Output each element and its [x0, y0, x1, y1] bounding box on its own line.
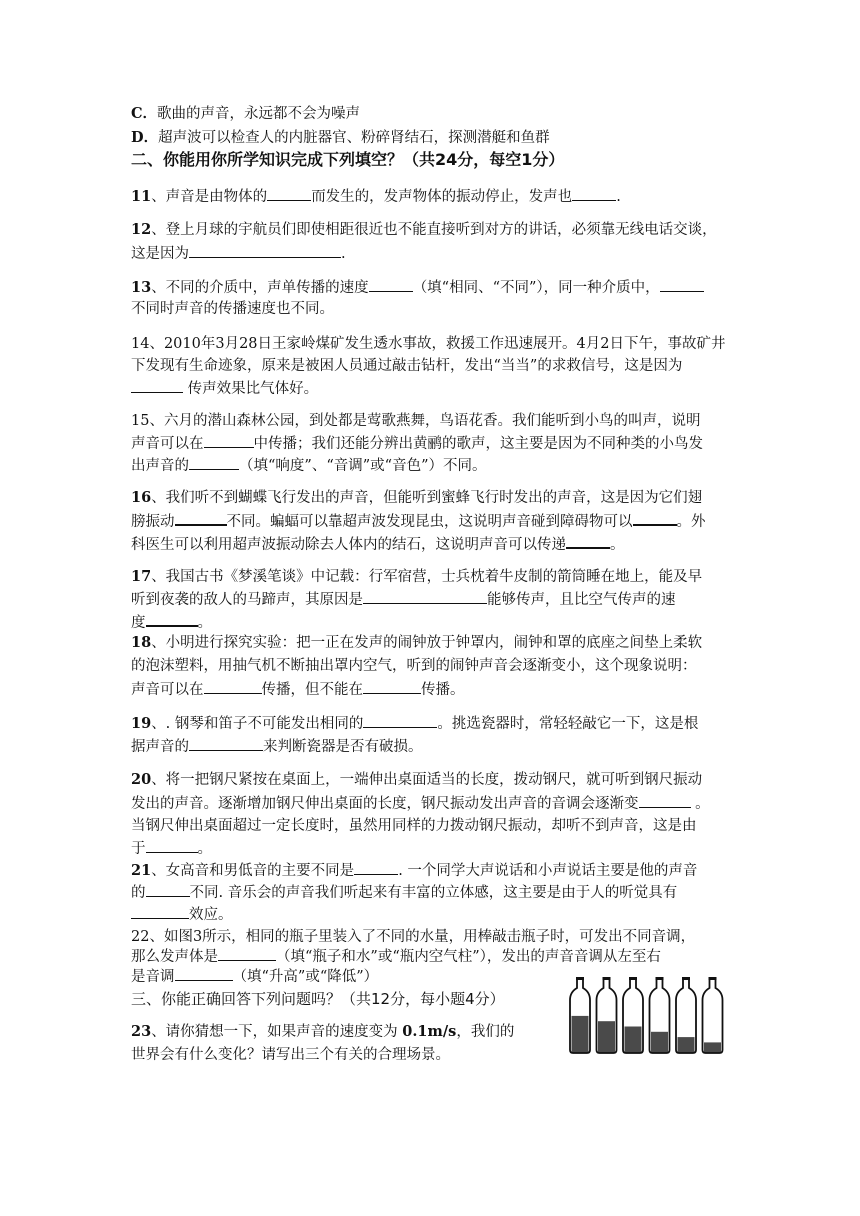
- bottle-rim: [682, 977, 690, 980]
- question-text: 效应。: [189, 907, 233, 923]
- question-text: 、女高音和男低音的主要不同是: [151, 863, 355, 879]
- question-text: 的: [131, 885, 146, 901]
- question-17-line-3: [131, 611, 212, 633]
- answer-blank[interactable]: [218, 946, 276, 961]
- question-20-line-4: [131, 838, 212, 859]
- answer-blank[interactable]: [369, 277, 413, 292]
- question-text: 膀振动: [131, 514, 175, 530]
- question-11: [131, 186, 621, 207]
- question-text: （填“相同、“不同”），同一种介质中，: [412, 280, 660, 296]
- answer-blank[interactable]: [131, 378, 183, 393]
- question-text: 声音可以在: [131, 682, 204, 698]
- bottle-rim: [629, 977, 637, 980]
- question-text: 传播，但不能在: [261, 682, 363, 698]
- bottle-3: [623, 977, 643, 1053]
- question-text: .: [616, 189, 621, 205]
- question-text: （填“升高”或“降低”）: [232, 969, 379, 985]
- question-number: 18: [131, 634, 152, 651]
- question-number: 11: [131, 188, 152, 205]
- question-text: 传声效果比气体好。: [183, 381, 319, 397]
- bottle-4: [650, 977, 670, 1053]
- question-number: 13: [131, 279, 152, 296]
- answer-blank[interactable]: [204, 679, 262, 694]
- question-text: 出声音的: [131, 458, 189, 474]
- question-23: [131, 1022, 514, 1042]
- question-18-line-3: [131, 679, 465, 700]
- question-text: 、小明进行探究实验：把一正在发声的闹钟放于钟罩内，闹钟和罩的底座之间垫上柔软: [151, 635, 703, 651]
- question-text: 声音可以在: [131, 436, 204, 452]
- question-text: 于: [131, 841, 146, 857]
- bottle-outline: [703, 978, 723, 1053]
- question-16-line-2: [131, 510, 706, 532]
- bottle-rim: [576, 977, 584, 980]
- question-text: 。: [197, 615, 212, 631]
- answer-blank[interactable]: [363, 679, 421, 694]
- question-21: [131, 860, 697, 881]
- question-23-line-2: 世界会有什么变化？请写出三个有关的合理场景。: [131, 1047, 450, 1063]
- question-text: 、请你猜想一下，如果声音的速度变为: [151, 1024, 403, 1040]
- bottle-1: [570, 977, 590, 1053]
- water-fill: [651, 1032, 668, 1053]
- question-text: 、将一把钢尺紧按在桌面上，一端伸出桌面适当的长度，拨动钢尺，就可听到钢尺振动: [151, 772, 703, 788]
- question-text: 这是因为: [131, 246, 189, 262]
- question-22-line-2: [131, 946, 661, 967]
- question-text: 发出的声音。逐渐增加钢尺伸出桌面的长度，钢尺振动发出声音的音调会逐渐变: [131, 796, 639, 812]
- bottle-rim: [656, 977, 664, 980]
- answer-blank[interactable]: [267, 186, 311, 201]
- question-text: 。: [197, 841, 212, 857]
- question-text: 不同. 音乐会的声音我们听起来有丰富的立体感，这主要是由于人的听觉具有: [189, 885, 678, 901]
- answer-blank[interactable]: [189, 243, 341, 258]
- question-number: 20: [131, 771, 152, 788]
- question-text: 、不同的介质中，声单传播的速度: [151, 280, 369, 296]
- bottle-5: [676, 977, 696, 1053]
- question-text: 传播。: [421, 682, 465, 698]
- question-text: 听到夜袭的敌人的马蹄声，其原因是: [131, 592, 363, 608]
- question-13: [131, 277, 704, 298]
- question-12-line-2: [131, 243, 346, 264]
- question-21-line-2: [131, 882, 677, 903]
- question-text: 度: [131, 615, 146, 631]
- question-text: 、登上月球的宇航员们即使相距很近也不能直接听到对方的讲话，必须靠无线电话交谈，: [151, 222, 717, 238]
- question-number: 16: [131, 489, 152, 506]
- question-text: 是音调: [131, 969, 175, 985]
- speed-value: 0.1m/s: [402, 1023, 457, 1040]
- answer-blank[interactable]: [660, 277, 704, 292]
- question-17: [131, 567, 702, 587]
- question-21-line-3: [131, 904, 233, 925]
- answer-blank[interactable]: [175, 966, 233, 981]
- question-text: 那么发声体是: [131, 949, 218, 965]
- question-text: （填“瓶子和水”或“瓶内空气柱”），发出的声音音调从左至右: [276, 949, 661, 965]
- question-text: 、声音是由物体的: [151, 189, 268, 205]
- bottle-rim: [603, 977, 611, 980]
- question-text: .: [341, 246, 346, 262]
- question-number: 21: [131, 862, 152, 879]
- question-text: 不同。蝙蝠可以靠超声波发现昆虫，这说明声音碰到障碍物可以: [226, 514, 633, 530]
- answer-blank[interactable]: [633, 510, 677, 526]
- question-text: 、. 钢琴和笛子不可能发出相同的: [151, 716, 364, 732]
- water-fill: [598, 1021, 615, 1053]
- question-14-line-3: [131, 378, 318, 399]
- option-d-label: D．: [131, 129, 159, 146]
- section-3-title: 三、你能正确回答下列问题吗？（共12分，每小题4分）: [131, 990, 505, 1008]
- question-20-line-2: [131, 793, 710, 814]
- question-20-line-3: 当钢尺伸出桌面超过一定长度时，虽然用同样的力拨动钢尺振动，却听不到声音，这是由: [131, 818, 697, 834]
- answer-blank[interactable]: [354, 860, 398, 875]
- question-text: 据声音的: [131, 739, 189, 755]
- answer-blank[interactable]: [146, 882, 190, 897]
- question-14: 14、2010年3月28日王家岭煤矿发生透水事故，救援工作迅速展开。4月2日下午，事故矿井: [131, 336, 726, 352]
- question-18: [131, 633, 702, 653]
- answer-blank[interactable]: [146, 611, 198, 627]
- question-text: . 一个同学大声说话和小声说话主要是他的声音: [398, 863, 698, 879]
- question-16-line-3: [131, 533, 625, 555]
- question-18-line-2: 的泡沫塑料，用抽气机不断抽出罩内空气，听到的闹钟声音会逐渐变小，这个现象说明：: [131, 658, 697, 674]
- question-text: 、我国古书《梦溪笔谈》中记载：行军宿营，士兵枕着牛皮制的箭筒睡在地上，能及早: [151, 569, 703, 585]
- bottle-2: [597, 977, 617, 1053]
- question-text: ，我们的: [456, 1024, 515, 1040]
- answer-blank[interactable]: [566, 533, 610, 549]
- answer-blank[interactable]: [363, 589, 487, 604]
- option-c-text: 歌曲的声音，永远都不会为噪声: [157, 106, 361, 122]
- question-text: 中传播；我们还能分辨出黄鹂的歌声，这主要是因为不同种类的小鸟发: [253, 436, 703, 452]
- question-text: 。外: [676, 514, 706, 530]
- bottles-figure: [566, 976, 742, 1056]
- question-text: 。: [610, 537, 625, 553]
- water-fill: [572, 1016, 589, 1053]
- question-text: 、我们听不到蝴蝶飞行发出的声音，但能听到蜜蜂飞行时发出的声音，这是因为它们翅: [151, 490, 703, 506]
- question-14-line-2: 下发现有生命迹象，原来是被困人员通过敲击钻杆，发出“当当”的求救信号，这是因为: [131, 358, 683, 374]
- question-15-line-2: [131, 433, 703, 454]
- answer-blank[interactable]: [572, 186, 616, 201]
- answer-blank[interactable]: [639, 793, 691, 808]
- question-17-line-2: [131, 589, 676, 610]
- question-text: 来判断瓷器是否有破损。: [263, 739, 423, 755]
- answer-blank[interactable]: [204, 433, 254, 448]
- question-number: 17: [131, 568, 152, 585]
- question-16: [131, 488, 702, 508]
- answer-blank[interactable]: [189, 455, 239, 470]
- question-19-line-2: [131, 736, 423, 757]
- water-fill: [678, 1037, 695, 1053]
- answer-blank[interactable]: [131, 904, 189, 919]
- question-number: 23: [131, 1023, 152, 1040]
- water-fill: [704, 1042, 721, 1053]
- option-d-text: 超声波可以检查人的内脏器官、粉碎肾结石，探测潜艇和鱼群: [158, 130, 550, 146]
- answer-blank[interactable]: [189, 736, 263, 751]
- question-text: 科医生可以利用超声波振动除去人体内的结石，这说明声音可以传递: [131, 537, 566, 553]
- question-text: 。: [690, 796, 710, 812]
- question-number: 19: [131, 715, 152, 732]
- bottle-6: [703, 977, 723, 1053]
- option-c: [131, 104, 360, 124]
- question-15: 15、六月的潜山森林公园，到处都是莺歌燕舞，鸟语花香。我们能听到小鸟的叫声，说明: [131, 413, 701, 429]
- water-fill: [625, 1027, 642, 1054]
- question-19: [131, 713, 698, 734]
- question-number: 12: [131, 221, 152, 238]
- bottle-rim: [709, 977, 717, 980]
- question-13-line-2: 不同时声音的传播速度也不同。: [131, 301, 334, 317]
- question-text: 能够传声，且比空气传声的速: [487, 592, 676, 608]
- question-text: 。挑选瓷器时，常轻轻敲它一下，这是根: [437, 716, 699, 732]
- question-text: 而发生的，发声物体的振动停止，发声也: [311, 189, 573, 205]
- answer-blank[interactable]: [146, 838, 198, 853]
- question-22-line-3: [131, 966, 378, 987]
- answer-blank[interactable]: [363, 713, 437, 728]
- question-22: 22、如图3所示，相同的瓶子里装入了不同的水量，用棒敲击瓶子时，可发出不同音调，: [131, 929, 696, 945]
- section-2-title: 二、你能用你所学知识完成下列填空？（共24分，每空1分）: [131, 150, 565, 169]
- option-d: [131, 128, 550, 148]
- option-c-label: C．: [131, 105, 158, 122]
- question-text: （填“响度”、“音调”或“音色”）不同。: [239, 458, 487, 474]
- question-15-line-3: [131, 455, 486, 476]
- answer-blank[interactable]: [175, 510, 227, 526]
- question-20: [131, 770, 702, 790]
- question-12: [131, 220, 717, 240]
